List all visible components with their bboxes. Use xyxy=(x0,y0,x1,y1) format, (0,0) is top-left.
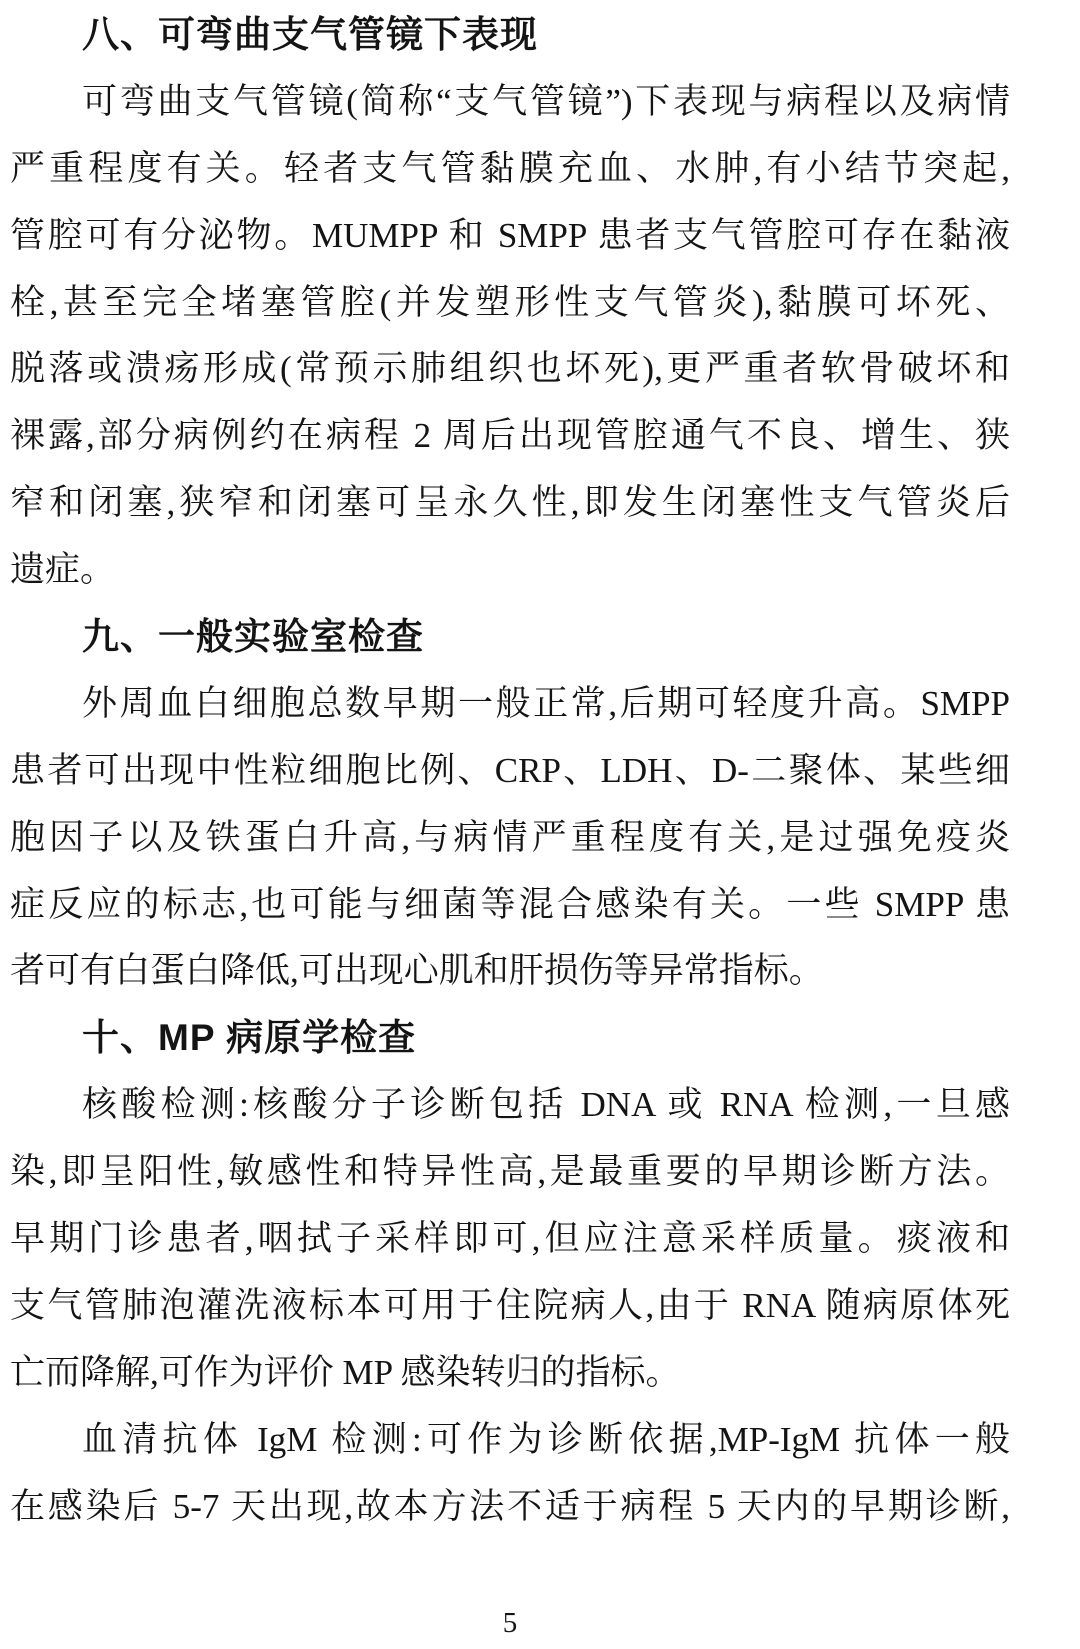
text-line: 症反应的标志,也可能与细菌等混合感染有关。一些 SMPP 患 xyxy=(10,884,1010,924)
text-line: 严重程度有关。轻者支气管黏膜充血、水肿,有小结节突起, xyxy=(10,148,1010,188)
text-line: 裸露,部分病例约在病程 2 周后出现管腔通气不良、增生、狭 xyxy=(10,416,1010,456)
text-line: 可弯曲支气管镜(简称“支气管镜”)下表现与病程以及病情 xyxy=(82,81,1010,121)
document-content xyxy=(10,2,1010,1540)
text-line: 患者可出现中性粒细胞比例、CRP、LDH、D-二聚体、某些细 xyxy=(10,750,1010,790)
text-line: 脱落或溃疡形成(常预示肺组织也坏死),更严重者软骨破坏和 xyxy=(10,349,1010,389)
text-line: 窄和闭塞,狭窄和闭塞可呈永久性,即发生闭塞性支气管炎后 xyxy=(10,483,1010,523)
text-line: 在感染后 5-7 天出现,故本方法不适于病程 5 天内的早期诊断, xyxy=(10,1486,1010,1526)
section-heading-8: 八、可弯曲支气管镜下表现 xyxy=(82,14,538,55)
text-line: 早期门诊患者,咽拭子采样即可,但应注意采样质量。痰液和 xyxy=(10,1219,1010,1259)
text-line: 外周血白细胞总数早期一般正常,后期可轻度升高。SMPP xyxy=(82,683,1010,723)
text-line: 核酸检测:核酸分子诊断包括 DNA 或 RNA 检测,一旦感 xyxy=(82,1085,1010,1125)
text-line: 染,即呈阳性,敏感性和特异性高,是最重要的早期诊断方法。 xyxy=(10,1152,1010,1192)
text-line: 栓,甚至完全堵塞管腔(并发塑形性支气管炎),黏膜可坏死、 xyxy=(10,282,1010,322)
page-number: 5 xyxy=(502,1607,518,1639)
text-line: 者可有白蛋白降低,可出现心肌和肝损伤等异常指标。 xyxy=(10,951,824,991)
text-line: 血清抗体 IgM 检测:可作为诊断依据,MP-IgM 抗体一般 xyxy=(82,1419,1010,1459)
text-line: 亡而降解,可作为评价 MP 感染转归的指标。 xyxy=(10,1352,681,1392)
text-line: 胞因子以及铁蛋白升高,与病情严重程度有关,是过强免疫炎 xyxy=(10,817,1010,857)
section-heading-9: 九、一般实验室检查 xyxy=(82,616,424,658)
text-line: 管腔可有分泌物。MUMPP 和 SMPP 患者支气管腔可存在黏液 xyxy=(10,215,1010,255)
section-heading-10: 十、MP 病原学检查 xyxy=(82,1017,417,1059)
text-line: 支气管肺泡灌洗液标本可用于住院病人,由于 RNA 随病原体死 xyxy=(10,1285,1010,1325)
text-line: 遗症。 xyxy=(10,550,116,590)
